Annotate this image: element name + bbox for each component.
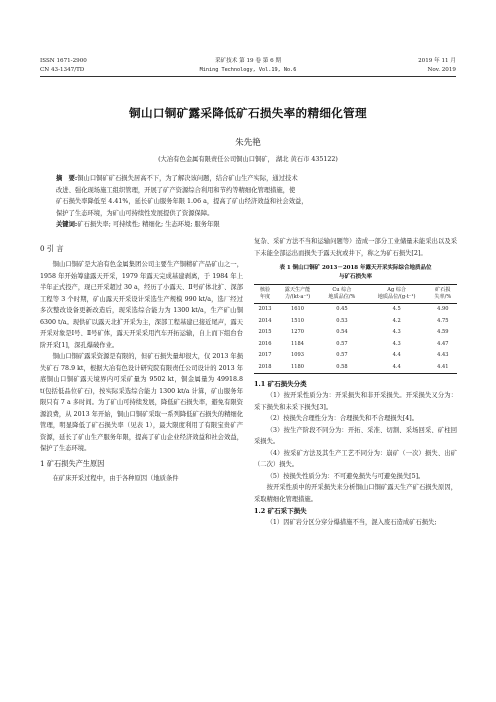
author-affiliation: (大冶有色金属有限责任公司铜山口铜矿， 湖北 黄石市 435122) [158, 156, 338, 163]
table-header-capacity: 露天生产能 力/(kt·a⁻¹) [284, 287, 311, 300]
right-column [254, 236, 457, 529]
journal-name-cn: 采矿技术 第 19 卷 第 6 期 [214, 58, 282, 64]
table-cell: 4.41 [437, 363, 449, 370]
table-cell: 4.90 [437, 306, 449, 312]
intro-paragraph-2: 铜山口铜矿露采资源是有限的，但矿石损失量却很大，仅 2013 年损失矿石 78.9 kt，根据大冶有色设计研究院有限责任公司设计的 2013 年底铜山口铜矿露天境界内可采矿量为 9502 kt，铜金属量为 49918.8 t(包括低品位矿石)，按实际采选综合能力 1300 kt/a 计算，矿山服务年限只有 7 a 多时间。为了矿山可持续发展，降低矿石损失率，避免有限资源浪费，从 2013 年开始，铜山口铜矿采取一系列降低矿石损失的精细化管理，明显降低了矿石损失率（见表 1），最大限度利用了有限宝贵矿产资源，延长了矿山生产服务年限，提高了矿山企业经济效益和社会效益，保护了生态环境。 [40, 353, 243, 452]
table-cell: 1510 [291, 317, 304, 324]
table-cell: 2013 [258, 306, 272, 312]
abstract-line-2: 改进、强化现场施工组织管理，开展了矿产资源综合利用和节约等精细化管理措施，使 [56, 186, 296, 194]
table-row [254, 339, 457, 351]
table-cell: 4.43 [437, 352, 449, 358]
keywords-label: 关键词: [56, 221, 78, 229]
journal-name-en: Mining Technology, Vol.19, No.6 [199, 67, 297, 73]
author-name: 朱先艳 [235, 138, 261, 148]
table-1-caption: 表 1 铜山口铜矿 2013－2018 年露天开采实际综合地质品位 [279, 265, 432, 271]
cn-label: CN 43-1347/TD [40, 67, 85, 73]
issue-date-cn: 2019 年 11 月 [418, 58, 456, 64]
table-row [254, 362, 457, 374]
table-cell: 2014 [258, 317, 272, 324]
table-cell: 2015 [258, 329, 272, 335]
list-item-1: （1）按开采性质分为：开采损失和非开采损失。开采损失又分为：采下损失和未采下损失[3]。 [254, 392, 457, 411]
abstract-line-4: 保护了生态环境，为矿山可持续性发展提供了资源保障。 [56, 209, 214, 217]
table-header-ag: Ag 综合 地质品位/(g·t⁻¹) [377, 287, 416, 300]
table-cell: 2016 [258, 340, 272, 347]
table-cell: 0.57 [336, 340, 348, 347]
table-cell: 4.4 [392, 352, 401, 358]
table-cell: 1610 [291, 306, 304, 312]
table-header-year: 核验 年度 [259, 287, 271, 300]
abstract-block [56, 173, 446, 231]
section-1-paragraph: 在矿床开采过程中，由于各种原因（地质条件 [52, 474, 179, 482]
abstract-label: 摘 要: [56, 175, 78, 182]
table-cell: 4.3 [392, 329, 401, 335]
table-1 [254, 284, 457, 374]
paper-title: 铜山口铜矿露采降低矿石损失率的精细化管理 [129, 106, 367, 120]
table-cell: 1270 [291, 329, 304, 335]
table-row [254, 350, 457, 362]
section-1-2-paragraph: （1）因矿岩分区分穿分爆措施不当，混入废石造成矿石损失; [266, 519, 437, 526]
table-cell: 1184 [291, 340, 304, 347]
table-cell: 4.47 [437, 340, 449, 347]
table-1-caption-2: 与矿石损失率 [338, 274, 372, 280]
analysis-paragraph: 按开采性质中的开采损失来分析铜山口铜矿露天生产矿石损失原因，采取精细化管理措施。 [254, 484, 457, 503]
header-rule [40, 76, 456, 77]
table-header-cu: Cu 综合 地质品位/% [328, 287, 356, 300]
table-header-loss: 矿石损 失率/% [434, 287, 452, 300]
issue-date-en: Nov. 2019 [427, 67, 456, 73]
list-item-2: （2）按损失合理性分为：合理损失和不合理损失[4]。 [266, 415, 419, 422]
table-row [254, 327, 457, 339]
table-row [254, 316, 457, 328]
table-cell: 0.58 [336, 363, 348, 370]
keywords: 矿石损失率; 可持续性; 精细化; 生态环境; 服务年限 [77, 221, 220, 229]
section-1-1-heading: 1.1 矿石损失分类 [254, 380, 307, 388]
table-cell: 1093 [291, 352, 304, 358]
table-cell: 0.45 [336, 306, 348, 312]
table-cell: 1180 [291, 363, 304, 370]
table-cell: 0.53 [336, 317, 348, 324]
table-cell: 4.2 [392, 317, 401, 324]
list-item-3: （3）按生产阶段不同分为：开拓、采准、切割、采场回采、矿柱回采损失。 [254, 426, 457, 445]
intro-paragraph-1: 铜山口铜矿是大冶有色金属集团公司主要生产铜精矿产品矿山之一，1958 年开始筹建露天开采，1979 年露天完成基建剥离，于 1984 年上半年正式投产，现已开采超过 30 a，经历了小露天、Ⅱ号矿体北扩、深部工程等 3 个时期，矿山露天开采设计采选生产规模 990 kt/a，选厂经过多次整改设备更新改造后，现采选综合能力为 1300 kt/a，生产矿山铜 6300 t/a。现供矿以露天北扩开采为主，深部工程基建已接近尾声，露天开采对象是Ⅰ号、Ⅱ号矿体，露天开采采用汽车开拓运输，自上而下组台台阶开采[1]，深孔爆破作业。 [40, 261, 243, 349]
issn-label: ISSN 1671-2900 [40, 58, 87, 64]
table-cell: 4.3 [392, 340, 401, 347]
section-1-2-heading: 1.2 矿石采下损失 [254, 507, 307, 515]
section-0-heading: 0 引 言 [40, 244, 64, 253]
table-cell: 4.4 [392, 363, 401, 370]
table-cell: 2018 [258, 363, 272, 370]
list-item-5: （5）按损失性质分为：不可避免损失与可避免损失[5]。 [266, 472, 425, 480]
table-cell: 4.75 [437, 317, 449, 324]
section-1-heading: 1 矿石损失产生原因 [40, 458, 105, 468]
list-item-4: （4）按采矿方法及其生产工艺不同分为：崩矿（一次）损失、出矿（二次）损失。 [254, 449, 457, 468]
continued-paragraph: 复杂、采矿方法不当和运输问题等）造成一部分工业储量未能采出以及采下未能全部运出而损失于露天抗或井下，称之为矿石损失[2]。 [254, 238, 457, 257]
table-header-row [254, 285, 457, 304]
table-cell: 4.59 [437, 329, 449, 335]
table-cell: 2017 [258, 352, 272, 358]
left-column [40, 242, 243, 484]
abstract-line-3: 矿石损失率降低至 4.41%，延长矿山服务年限 1.06 a，提高了矿山经济效益和社会效益， [56, 198, 308, 206]
table-cell: 4.5 [392, 306, 401, 312]
table-cell: 0.57 [336, 352, 348, 358]
table-row [254, 304, 457, 316]
abstract-line-1: 铜山口铜矿矿石损失居高不下，为了解决该问题，结合矿山生产实际，通过技术 [77, 175, 298, 182]
table-cell: 0.54 [336, 329, 348, 335]
